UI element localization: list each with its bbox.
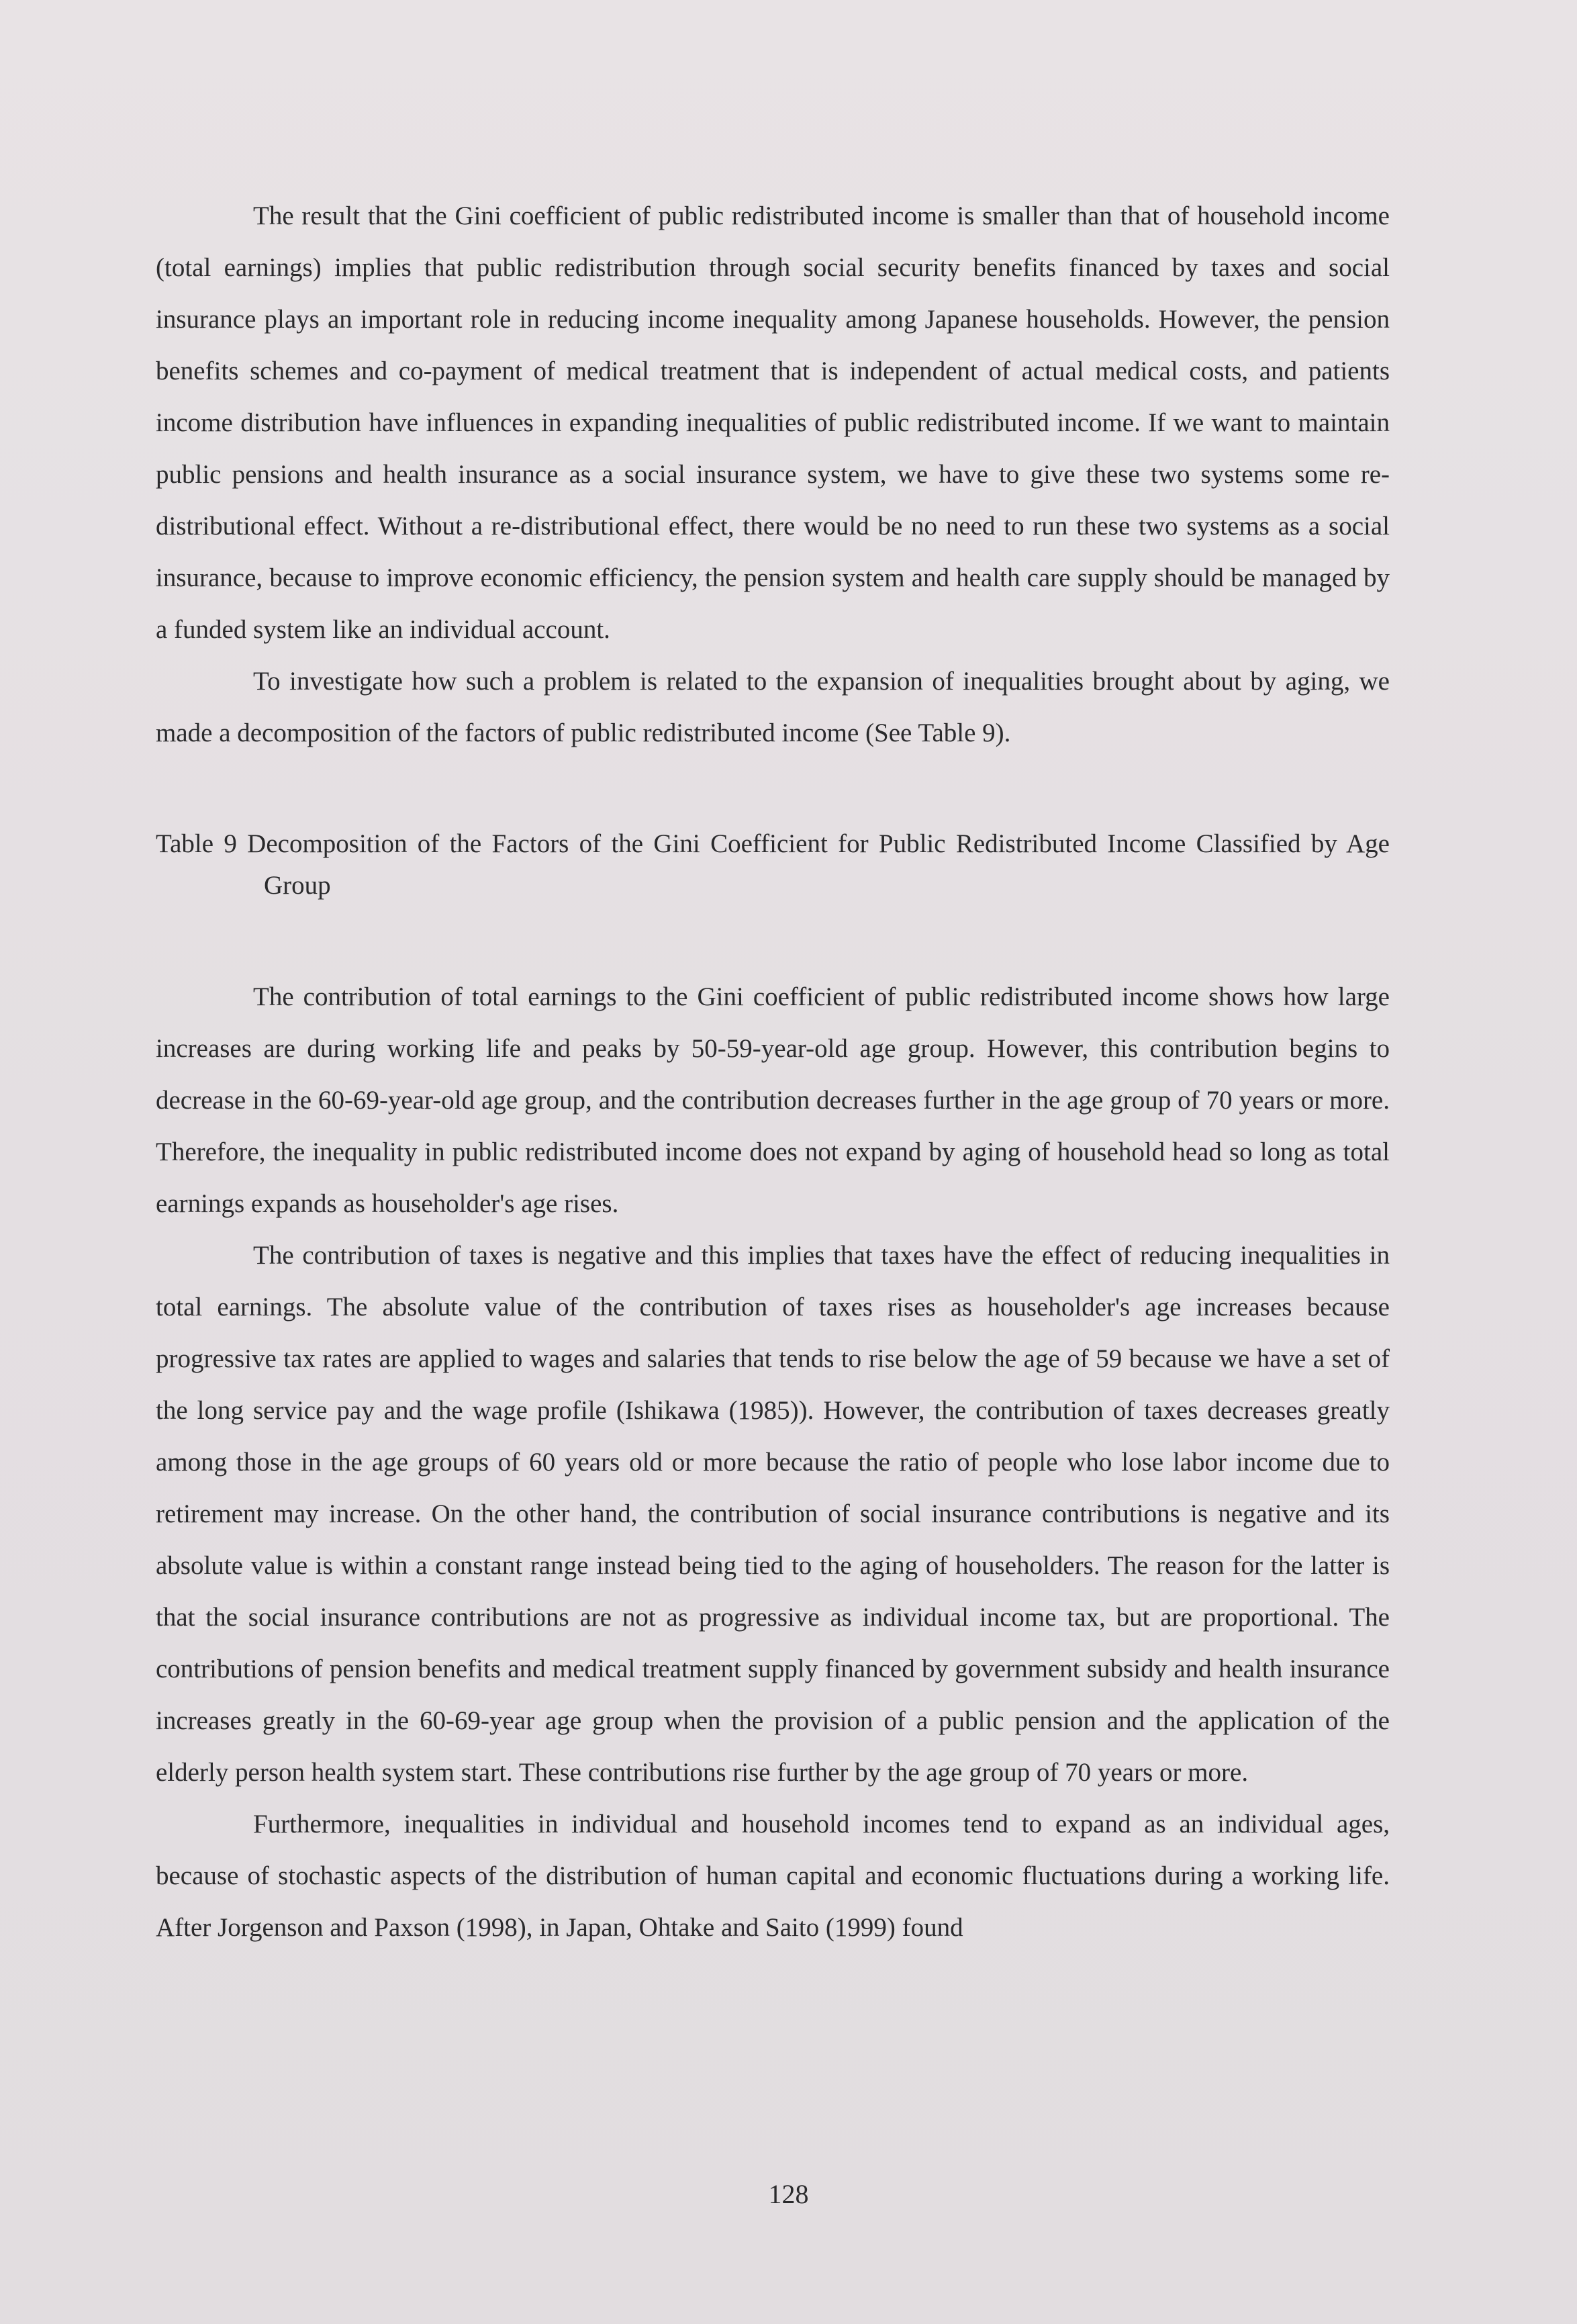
paragraph-taxes: The contribution of taxes is negative and this implies that taxes have the effect of reducing inequalities in total earnings. The absolute value of the contribution of taxes rises as householder's age increases because progressive tax rates are applied to wages and salaries that tends to rise below the age of 59 because we have a set of the long service pay and the wage profile (Ishikawa (1985)). However, the contribution of taxes decreases greatly among those in the age groups of 60 years old or more because the ratio of people who lose labor income due to retirement may increase. On the other hand, the contribution of social insurance contributions is negative and its absolute value is within a constant range instead being tied to the aging of householders. The reason for the latter is that the social insurance contributions are not as progressive as individual income tax, but are proportional. The contributions of pension benefits and medical treatment supply financed by government subsidy and health insurance increases greatly in the 60-69-year age group when the provision of a public pension and the application of the elderly person health system start. These contributions rise further by the age group of 70 years or more. [156, 1241, 1390, 1787]
paragraph-total-earnings: The contribution of total earnings to the Gini coefficient of public redistributed income shows how large increases are during working life and peaks by 50-59-year-old age group. However, this contribution begins to decrease in the 60-69-year-old age group, and the contribution decreases further in the age group of 70 years or more. Therefore, the inequality in public redistributed income does not expand by aging of household head so long as total earnings expands as householder's age rises. [156, 982, 1390, 1218]
paragraph-inequalities-aging: Furthermore, inequalities in individual and household incomes tend to expand as an individual ages, because of stochastic aspects of the distribution of human capital and economic fluctuations during a working life. After Jorgenson and Paxson (1998), in Japan, Ohtake and Saito (1999) found [156, 1810, 1390, 1942]
page-number: 128 [768, 2179, 809, 2209]
table-caption: Table 9 Decomposition of the Factors of the Gini Coefficient for Public Redistributed Income Classified by Age Group [156, 829, 1390, 900]
paragraph-investigate-aging: To investigate how such a problem is related to the expansion of inequalities brought about by aging, we made a decomposition of the factors of public redistributed income (See Table 9). [156, 667, 1390, 747]
paragraph-gini-result: The result that the Gini coefficient of public redistributed income is smaller than that of household income (total earnings) implies that public redistribution through social security benefits financed by taxes and social insurance plays an important role in reducing income inequality among Japanese households. However, the pension benefits schemes and co-payment of medical treatment that is independent of actual medical costs, and patients income distribution have influences in expanding inequalities of public redistributed income. If we want to maintain public pensions and health insurance as a social insurance system, we have to give these two systems some re-distributional effect. Without a re-distributional effect, there would be no need to run these two systems as a social insurance, because to improve economic efficiency, the pension system and health care supply should be managed by a funded system like an individual account. [156, 201, 1390, 644]
page-body [156, 190, 1390, 1953]
